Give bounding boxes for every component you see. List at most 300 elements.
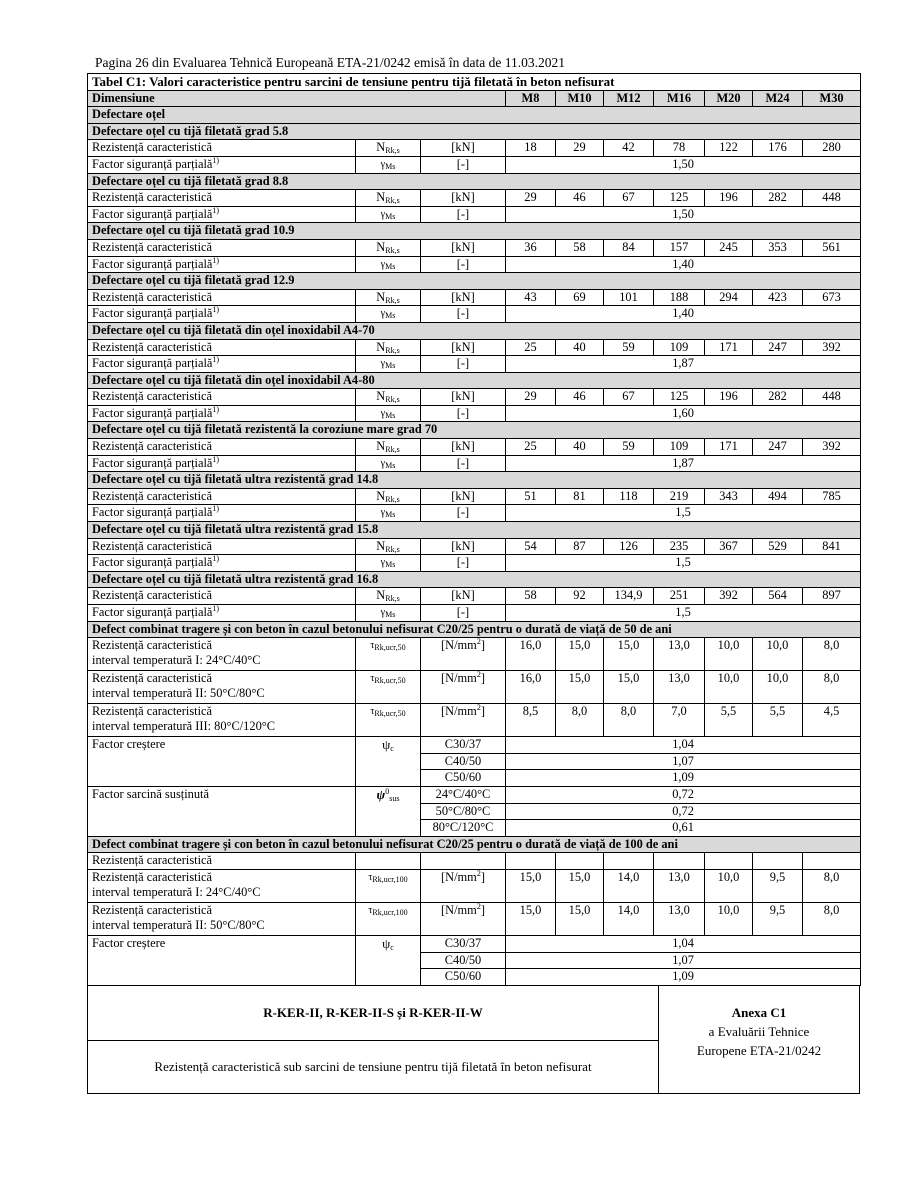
annex-footer [87,986,860,1094]
value: 280 [803,140,861,157]
value: 1,5 [506,505,861,522]
unit: [kN] [421,439,506,456]
table-row [88,306,861,323]
value: 8,0 [803,869,861,902]
value: 84 [604,239,654,256]
group-title-row [88,422,861,439]
value: 1,87 [506,356,861,373]
header-size: M8 [506,90,556,107]
symbol: $\gamma_{Ms}$ [356,206,421,223]
group-title-row [88,123,861,140]
value: 392 [803,339,861,356]
concrete-class: C50/60 [421,770,506,787]
value: 15,0 [556,902,604,935]
table-row [88,289,861,306]
value: 282 [753,389,803,406]
concrete-class: 80°C/120°C [421,820,506,837]
symbol: $\tau_{Rk,ucr,50}$ [356,704,421,737]
value: 15,0 [604,638,654,671]
product-name: R-KER-II, R-KER-II-S și R-KER-II-W [88,986,658,1041]
group-title: Defectare oțel cu tijă filetată grad 5.8 [88,123,861,140]
row-label: Rezistență caracteristică [88,588,356,605]
annex-title: Anexa C1 [731,1004,787,1020]
header-size: M12 [604,90,654,107]
section-title-row [88,836,861,853]
value: 25 [506,339,556,356]
section-row [88,107,861,124]
value: 81 [556,488,604,505]
value: 4,5 [803,704,861,737]
table-row [88,902,861,935]
value: 58 [556,239,604,256]
group-title-row [88,223,861,240]
value: 15,0 [506,869,556,902]
unit: [kN] [421,239,506,256]
empty-cell [356,853,421,870]
symbol: $\psi_c$ [356,935,421,985]
value: 529 [753,538,803,555]
value: 36 [506,239,556,256]
value: 392 [803,439,861,456]
value: 67 [604,389,654,406]
group-title: Defectare oțel cu tijă filetată din oțel inoxidabil A4-70 [88,322,861,339]
row-label: Factor siguranță parțială$^{1)}$ [88,555,356,572]
value: 78 [654,140,705,157]
symbol: $\gamma_{Ms}$ [356,505,421,522]
unit: [kN] [421,339,506,356]
unit: $[N/mm^2]$ [421,671,506,704]
value: 1,40 [506,256,861,273]
value: 5,5 [753,704,803,737]
unit: [-] [421,156,506,173]
row-label: Rezistență caracteristică [88,339,356,356]
symbol: $\gamma_{Ms}$ [356,356,421,373]
table-row [88,737,861,754]
value: 1,09 [506,770,861,787]
characteristic-values-table [87,73,861,986]
empty-cell [506,853,556,870]
value: 46 [556,190,604,207]
value: 196 [705,389,753,406]
group-title-row [88,322,861,339]
row-label: Factor creștere [88,737,356,787]
value: 1,04 [506,737,861,754]
value: 10,0 [753,638,803,671]
value: 494 [753,488,803,505]
value: 14,0 [604,902,654,935]
group-title-row [88,472,861,489]
symbol: $N_{Rk,s}$ [356,488,421,505]
row-label: Factor siguranță parțială$^{1)}$ [88,206,356,223]
unit: [kN] [421,190,506,207]
symbol: $\tau_{Rk,ucr,50}$ [356,671,421,704]
table-row [88,505,861,522]
unit: [-] [421,505,506,522]
row-label: Rezistență caracteristică [88,853,356,870]
row-label: Factor siguranță parțială$^{1)}$ [88,455,356,472]
value: 8,0 [803,902,861,935]
value: 343 [705,488,753,505]
value: 0,72 [506,803,861,820]
value: 294 [705,289,753,306]
value: 247 [753,339,803,356]
header-row [88,90,861,107]
symbol: $N_{Rk,s}$ [356,389,421,406]
symbol: $\gamma_{Ms}$ [356,605,421,622]
value: 251 [654,588,705,605]
group-title-row [88,273,861,290]
value: 1,04 [506,935,861,952]
table-row [88,786,861,803]
group-title-row [88,571,861,588]
symbol: $\gamma_{Ms}$ [356,156,421,173]
row-label: Factor siguranță parțială$^{1)}$ [88,405,356,422]
symbol: $\tau_{Rk,ucr,100}$ [356,869,421,902]
table-title-row [88,74,861,91]
value: 122 [705,140,753,157]
header-size: M24 [753,90,803,107]
value: 245 [705,239,753,256]
value: 8,0 [604,704,654,737]
header-dimension: Dimensiune [88,90,506,107]
table-row [88,190,861,207]
value: 1,09 [506,969,861,986]
concrete-class: C30/37 [421,935,506,952]
symbol: $\psi_c$ [356,737,421,787]
value: 10,0 [705,638,753,671]
value: 392 [705,588,753,605]
empty-cell [705,853,753,870]
group-title: Defectare oțel cu tijă filetată grad 12.9 [88,273,861,290]
row-label: Rezistență caracteristică [88,140,356,157]
unit: [-] [421,555,506,572]
value: 1,07 [506,753,861,770]
table-and-footer [87,73,860,1094]
value: 0,61 [506,820,861,837]
value: 219 [654,488,705,505]
value: 1,50 [506,206,861,223]
symbol: $\gamma_{Ms}$ [356,455,421,472]
symbol: $N_{Rk,s}$ [356,588,421,605]
group-title: Defectare oțel cu tijă filetată grad 10.9 [88,223,861,240]
value: 29 [506,190,556,207]
table-row [88,605,861,622]
value: 58 [506,588,556,605]
value: 40 [556,339,604,356]
value: 1,07 [506,952,861,969]
value: 9,5 [753,869,803,902]
annex-line-2: a Evaluării Tehnice [708,1023,810,1039]
value: 14,0 [604,869,654,902]
value: 1,60 [506,405,861,422]
annex-reference [659,1003,859,1060]
symbol: $\tau_{Rk,ucr,50}$ [356,638,421,671]
value: 15,0 [556,638,604,671]
value: 43 [506,289,556,306]
unit: [kN] [421,538,506,555]
table-row [88,389,861,406]
row-label: Rezistență caracteristică interval temperatură II: 50°C/80°C [88,671,356,704]
symbol: $\gamma_{Ms}$ [356,555,421,572]
unit: [-] [421,356,506,373]
value: 92 [556,588,604,605]
value: 673 [803,289,861,306]
unit: [-] [421,256,506,273]
group-title: Defectare oțel cu tijă filetată din oțel inoxidabil A4-80 [88,372,861,389]
table-title: Tabel C1: Valori caracteristice pentru sarcini de tensiune pentru tijă filetată în beton nefisurat [88,74,861,91]
unit: [-] [421,605,506,622]
table-row [88,239,861,256]
value: 126 [604,538,654,555]
unit: $[N/mm^2]$ [421,704,506,737]
row-label: Rezistență caracteristică [88,439,356,456]
value: 29 [506,389,556,406]
value: 10,0 [705,869,753,902]
unit: [kN] [421,488,506,505]
value: 841 [803,538,861,555]
value: 29 [556,140,604,157]
concrete-class: C40/50 [421,753,506,770]
value: 8,0 [803,638,861,671]
value: 8,5 [506,704,556,737]
table-row [88,206,861,223]
table-row [88,455,861,472]
value: 561 [803,239,861,256]
row-label: Rezistență caracteristică [88,239,356,256]
value: 564 [753,588,803,605]
value: 897 [803,588,861,605]
value: 10,0 [753,671,803,704]
table-row [88,869,861,902]
value: 7,0 [654,704,705,737]
value: 282 [753,190,803,207]
value: 13,0 [654,902,705,935]
value: 157 [654,239,705,256]
annex-description: Rezistență caracteristică sub sarcini de tensiune pentru tijă filetată în beton nefisurat [154,1058,592,1074]
value: 13,0 [654,638,705,671]
empty-cell [421,853,506,870]
value: 42 [604,140,654,157]
row-label: Factor siguranță parțială$^{1)}$ [88,505,356,522]
unit: [kN] [421,289,506,306]
table-row [88,588,861,605]
page-caption: Pagina 26 din Evaluarea Tehnică Europeană ETA-21/0242 emisă în data de 11.03.2021 [95,55,565,70]
value: 59 [604,439,654,456]
symbol: $N_{Rk,s}$ [356,339,421,356]
value: 46 [556,389,604,406]
symbol: $N_{Rk,s}$ [356,140,421,157]
value: 15,0 [604,671,654,704]
row-label: Rezistență caracteristică interval temperatură II: 50°C/80°C [88,902,356,935]
unit: $[N/mm^2]$ [421,902,506,935]
section-title: Defect combinat tragere și con beton în cazul betonului nefisurat C20/25 pentru o durată de viață de 100 de ani [88,836,861,853]
value: 247 [753,439,803,456]
row-label: Rezistență caracteristică interval temperatură I: 24°C/40°C [88,638,356,671]
empty-cell [604,853,654,870]
table-row [88,704,861,737]
row-label: Factor siguranță parțială$^{1)}$ [88,256,356,273]
empty-cell [803,853,861,870]
row-label: Rezistență caracteristică interval temperatură III: 80°C/120°C [88,704,356,737]
row-label: Factor siguranță parțială$^{1)}$ [88,356,356,373]
symbol: $N_{Rk,s}$ [356,190,421,207]
table-row [88,555,861,572]
group-title-row [88,173,861,190]
value: 40 [556,439,604,456]
concrete-class: 24°C/40°C [421,786,506,803]
value: 1,87 [506,455,861,472]
section-title: Defect combinat tragere și con beton în cazul betonului nefisurat C20/25 pentru o durată de viață de 50 de ani [88,621,861,638]
group-title: Defectare oțel cu tijă filetată ultra rezistentă grad 14.8 [88,472,861,489]
group-title-row [88,522,861,539]
annex-line-3: Europene ETA-21/0242 [696,1042,822,1058]
table-row [88,671,861,704]
value: 1,5 [506,605,861,622]
group-title-row [88,372,861,389]
value: 8,0 [556,704,604,737]
empty-cell [753,853,803,870]
value: 188 [654,289,705,306]
value: 423 [753,289,803,306]
value: 10,0 [705,902,753,935]
section-steel: Defectare oțel [88,107,861,124]
value: 16,0 [506,671,556,704]
value: 785 [803,488,861,505]
value: 367 [705,538,753,555]
table-row [88,156,861,173]
value: 125 [654,190,705,207]
table-row [88,638,861,671]
value: 59 [604,339,654,356]
row-label: Factor siguranță parțială$^{1)}$ [88,156,356,173]
value: 16,0 [506,638,556,671]
value: 1,50 [506,156,861,173]
concrete-class: C30/37 [421,737,506,754]
value: 118 [604,488,654,505]
section-title-row [88,621,861,638]
symbol: $\gamma_{Ms}$ [356,256,421,273]
row-label: Factor siguranță parțială$^{1)}$ [88,306,356,323]
value: 15,0 [506,902,556,935]
value: 1,40 [506,306,861,323]
value: 8,0 [803,671,861,704]
header-size: M30 [803,90,861,107]
symbol: $N_{Rk,s}$ [356,289,421,306]
value: 109 [654,339,705,356]
symbol: $\psi^0_{sus}$ [356,786,421,836]
group-title: Defectare oțel cu tijă filetată rezistentă la coroziune mare grad 70 [88,422,861,439]
value: 9,5 [753,902,803,935]
unit: $[N/mm^2]$ [421,638,506,671]
symbol: $\gamma_{Ms}$ [356,306,421,323]
empty-cell [654,853,705,870]
table-row [88,339,861,356]
value: 196 [705,190,753,207]
table-row [88,405,861,422]
header-size: M20 [705,90,753,107]
row-label: Rezistență caracteristică [88,488,356,505]
row-label: Factor siguranță parțială$^{1)}$ [88,605,356,622]
unit: [-] [421,206,506,223]
symbol: $\tau_{Rk,ucr,100}$ [356,902,421,935]
row-label: Rezistență caracteristică interval temperatură I: 24°C/40°C [88,869,356,902]
value: 134,9 [604,588,654,605]
value: 13,0 [654,671,705,704]
value: 69 [556,289,604,306]
unit: [kN] [421,140,506,157]
table-row [88,488,861,505]
value: 10,0 [705,671,753,704]
value: 67 [604,190,654,207]
value: 448 [803,190,861,207]
symbol: $N_{Rk,s}$ [356,239,421,256]
symbol: $N_{Rk,s}$ [356,439,421,456]
table-row [88,356,861,373]
value: 25 [506,439,556,456]
table-row [88,538,861,555]
unit: [-] [421,455,506,472]
row-label: Factor creștere [88,935,356,985]
symbol: $N_{Rk,s}$ [356,538,421,555]
group-title: Defectare oțel cu tijă filetată grad 8.8 [88,173,861,190]
value: 5,5 [705,704,753,737]
table-row [88,140,861,157]
row-label: Rezistență caracteristică [88,289,356,306]
value: 235 [654,538,705,555]
concrete-class: C50/60 [421,969,506,986]
table-row [88,439,861,456]
value: 15,0 [556,869,604,902]
value: 0,72 [506,786,861,803]
value: 125 [654,389,705,406]
value: 176 [753,140,803,157]
unit: $[N/mm^2]$ [421,869,506,902]
value: 87 [556,538,604,555]
empty-cell [556,853,604,870]
unit: [kN] [421,588,506,605]
concrete-class: 50°C/80°C [421,803,506,820]
row-label: Rezistență caracteristică [88,538,356,555]
value: 18 [506,140,556,157]
unit: [kN] [421,389,506,406]
header-size: M16 [654,90,705,107]
row-label: Factor sarcină susținută [88,786,356,836]
value: 109 [654,439,705,456]
header-size: M10 [556,90,604,107]
value: 171 [705,439,753,456]
value: 353 [753,239,803,256]
group-title: Defectare oțel cu tijă filetată ultra rezistentă grad 16.8 [88,571,861,588]
unit: [-] [421,405,506,422]
value: 51 [506,488,556,505]
symbol: $\gamma_{Ms}$ [356,405,421,422]
unit: [-] [421,306,506,323]
group-title: Defectare oțel cu tijă filetată ultra rezistentă grad 15.8 [88,522,861,539]
value: 13,0 [654,869,705,902]
value: 1,5 [506,555,861,572]
table-row [88,256,861,273]
table-row [88,853,861,870]
concrete-class: C40/50 [421,952,506,969]
value: 448 [803,389,861,406]
row-label: Rezistență caracteristică [88,389,356,406]
value: 101 [604,289,654,306]
table-row [88,935,861,952]
value: 54 [506,538,556,555]
value: 15,0 [556,671,604,704]
row-label: Rezistență caracteristică [88,190,356,207]
value: 171 [705,339,753,356]
